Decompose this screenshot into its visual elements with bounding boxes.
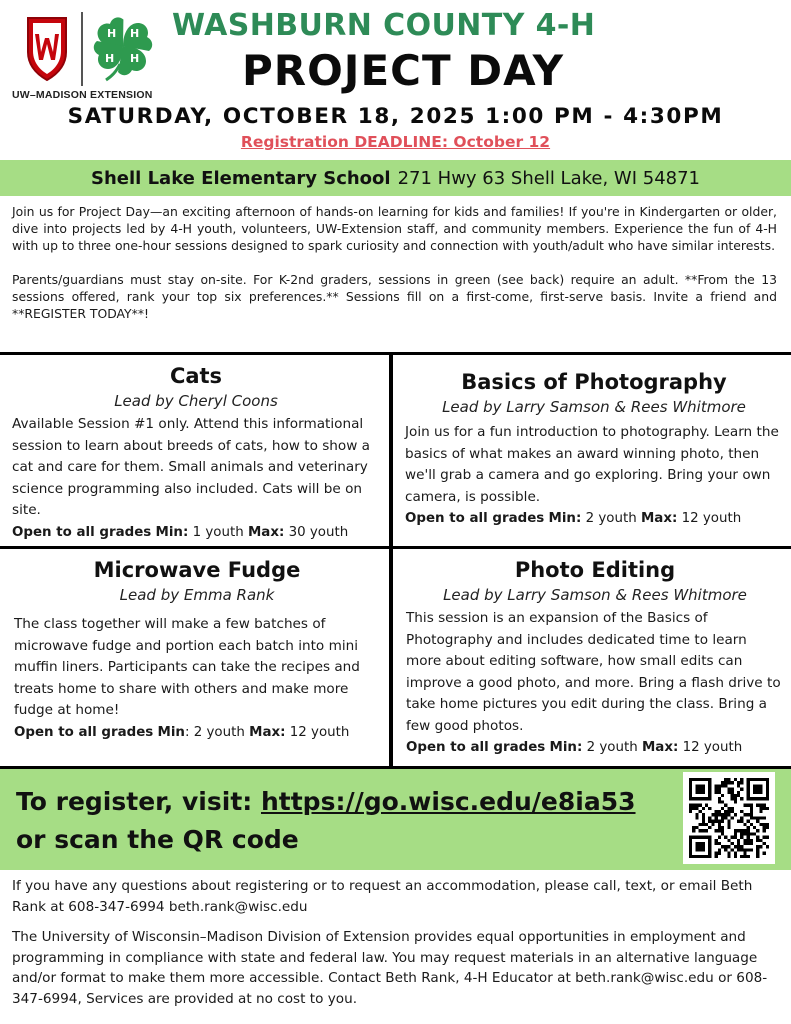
event-title: PROJECT DAY bbox=[241, 46, 564, 95]
session-description: The class together will make a few batches of microwave fudge and portion each batch into mini muffin liners. Participants can take the recipes and treats home to share with others and make more fudge at home! bbox=[14, 616, 360, 718]
qr-code-icon[interactable] bbox=[683, 772, 775, 864]
max-value: 12 youth bbox=[285, 724, 350, 740]
grades-label: Open to all grades bbox=[12, 524, 152, 540]
equal-opportunity-statement: The University of Wisconsin–Madison Division of Extension provides equal opportunities in employment and programming in compliance with state and federal law. You may request materials in an alternative language and/or format to make them more accessible. Contact Beth Rank, 4-H Educator at beth.rank@wisc.edu or 608-347-6994, Services are provided at no cost to you. bbox=[12, 929, 768, 1007]
grid-divider-top bbox=[0, 352, 791, 355]
county-title: WASHBURN COUNTY 4-H bbox=[172, 8, 596, 43]
session-description: Join us for a fun introduction to photography. Learn the basics of what makes an award winning photo, then we'll grab a camera and go exploring. Bring your own camera, is possible. bbox=[405, 424, 779, 505]
grades-label: Open to all grades bbox=[405, 511, 545, 526]
session-card-basics-of-photography bbox=[405, 370, 783, 529]
extension-label: UW–MADISON EXTENSION bbox=[12, 89, 153, 101]
flyer-header bbox=[0, 0, 791, 160]
session-requirements bbox=[12, 522, 380, 543]
grid-divider-vertical bbox=[389, 352, 393, 766]
session-title: Photo Editing bbox=[514, 558, 676, 582]
svg-text:H: H bbox=[105, 52, 115, 65]
registration-bar bbox=[0, 766, 791, 870]
session-lead: Lead by Larry Samson & Rees Whitmore bbox=[442, 398, 746, 416]
session-requirements bbox=[14, 722, 380, 743]
session-title: Basics of Photography bbox=[461, 370, 727, 394]
session-lead: Lead by Larry Samson & Rees Whitmore bbox=[443, 586, 747, 604]
registration-prefix: To register, visit: bbox=[16, 787, 261, 816]
min-value: : 2 youth bbox=[184, 724, 250, 740]
intro-text bbox=[12, 204, 777, 322]
min-value: 2 youth bbox=[581, 511, 641, 526]
max-label: Max: bbox=[641, 740, 679, 755]
svg-text:H: H bbox=[107, 27, 117, 40]
registration-text bbox=[16, 783, 636, 859]
registration-qr-line: or scan the QR code bbox=[16, 825, 299, 854]
session-card-cats bbox=[12, 364, 380, 543]
max-value: 12 youth bbox=[678, 740, 743, 755]
max-label: Max: bbox=[249, 724, 286, 740]
session-requirements bbox=[406, 737, 784, 758]
registration-url-link[interactable]: https://go.wisc.edu/e8ia53 bbox=[260, 787, 636, 816]
session-title: Microwave Fudge bbox=[93, 558, 301, 582]
location-bar bbox=[0, 160, 791, 196]
grades-label: Open to all grades bbox=[406, 740, 546, 755]
grid-divider-middle bbox=[0, 546, 791, 549]
footer bbox=[12, 876, 784, 1009]
session-lead: Lead by Cheryl Coons bbox=[114, 392, 278, 410]
max-value: 30 youth bbox=[284, 524, 349, 540]
logo-divider bbox=[81, 12, 83, 86]
session-card-photo-editing bbox=[406, 558, 784, 758]
max-label: Max: bbox=[247, 524, 285, 540]
max-label: Max: bbox=[640, 511, 678, 526]
uw-madison-shield-logo bbox=[24, 14, 70, 82]
svg-text:H: H bbox=[130, 52, 140, 65]
contact-info: If you have any questions about registering or to request an accommodation, please call, text, or email Beth Rank at 608-347-6994 beth.rank@wisc.edu bbox=[12, 878, 753, 915]
session-lead: Lead by Emma Rank bbox=[119, 586, 275, 604]
session-requirements bbox=[405, 508, 783, 529]
qr-code-graphic bbox=[689, 778, 769, 858]
min-label: Min bbox=[157, 724, 185, 740]
event-date-time: SATURDAY, OCTOBER 18, 2025 1:00 PM - 4:30PM bbox=[67, 104, 724, 129]
min-label: Min: bbox=[548, 511, 582, 526]
registration-deadline-link[interactable]: Registration DEADLINE: October 12 bbox=[240, 133, 551, 151]
min-label: Min: bbox=[155, 524, 189, 540]
school-address: 271 Hwy 63 Shell Lake, WI 54871 bbox=[397, 167, 701, 189]
session-card-microwave-fudge bbox=[14, 558, 380, 743]
max-value: 12 youth bbox=[677, 511, 742, 526]
session-title: Cats bbox=[169, 364, 223, 388]
session-description: Available Session #1 only. Attend this informational session to learn about breeds of cats, how to show a cat and care for them. Small animals and veterinary science programming also included. Cats will be on site. bbox=[12, 416, 370, 518]
intro-paragraph-1: Join us for Project Day—an exciting afternoon of hands-on learning for kids and families! If you're in Kindergarten or older, dive into projects led by 4-H youth, volunteers, UW-Extension staff, and community members. Experience the fun of 4-H with up to three one-hour sessions designed to spark curiosity and connection with youth/adult who have similar interests. bbox=[12, 204, 777, 253]
min-value: 1 youth bbox=[188, 524, 248, 540]
intro-paragraph-2: Parents/guardians must stay on-site. For K-2nd graders, sessions in green (see back) require an adult. **From the 13 sessions offered, rank your top six preferences.** Sessions fill on a first-come, first-serve basis. Invite a friend and **REGISTER TODAY**! bbox=[12, 271, 777, 321]
min-label: Min: bbox=[549, 740, 583, 755]
svg-text:H: H bbox=[130, 27, 140, 40]
4-h-clover-logo bbox=[90, 12, 156, 82]
session-description: This session is an expansion of the Basics of Photography and includes dedicated time to learn more about editing software, how small edits can improve a good photo, and more. Bring a flash drive to take home pictures you edit during the class. Bring a few good photos. bbox=[406, 610, 781, 734]
grades-label: Open to all grades bbox=[14, 724, 154, 740]
school-name: Shell Lake Elementary School bbox=[90, 167, 391, 189]
min-value: 2 youth bbox=[582, 740, 642, 755]
